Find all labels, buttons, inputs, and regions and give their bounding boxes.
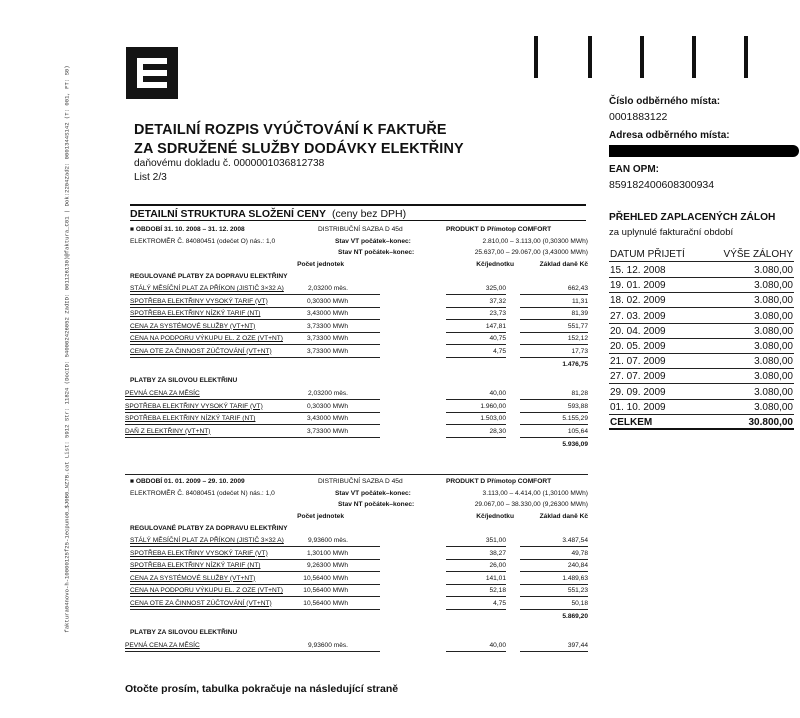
col-tax-base: Základ daně Kč xyxy=(539,261,588,268)
advance-date: 20. 05. 2009 xyxy=(610,341,666,352)
advance-row xyxy=(609,309,794,324)
item-name: PEVNÁ CENA ZA MĚSÍC xyxy=(125,642,200,649)
company-logo xyxy=(126,47,178,99)
qty-rule xyxy=(300,424,380,425)
name-rule xyxy=(130,307,305,308)
base-rule xyxy=(520,584,588,585)
qty-rule xyxy=(300,307,380,308)
distribution-rate: DISTRIBUČNÍ SAZBA D 45d xyxy=(318,226,403,233)
item-qty: 1,30100 MWh xyxy=(306,549,348,557)
advance-amount: 3.080,00 xyxy=(754,325,793,337)
item-unit-price: 351,00 xyxy=(485,537,506,544)
base-rule xyxy=(520,437,588,438)
nt-state-value: 29.067,00 – 38.330,00 (9,26300 MWh) xyxy=(474,501,588,508)
advances-header xyxy=(609,248,794,262)
base-rule xyxy=(520,319,588,320)
advance-date: 19. 01. 2009 xyxy=(610,280,666,292)
item-name: DAŇ Z ELEKTŘINY (VT+NT) xyxy=(125,427,211,435)
item-unit-price: 23,73 xyxy=(489,310,506,317)
document-title: DETAILNÍ ROZPIS VYÚČTOVÁNÍ K FAKTUŘE xyxy=(134,122,447,138)
col-units: Počet jednotek xyxy=(297,513,344,520)
col-unit-price: Kč/jednotku xyxy=(476,513,514,520)
unit-rule xyxy=(446,412,506,413)
name-rule xyxy=(130,344,305,345)
advance-amount: 3.080,00 xyxy=(754,356,793,368)
item-unit-price: 1.503,00 xyxy=(480,415,506,422)
vt-state-value: 2.810,00 – 3.113,00 (0,30300 MWh) xyxy=(482,238,588,245)
item-qty: 3,43000 MWh xyxy=(306,415,348,422)
base-rule xyxy=(520,596,588,597)
col-date: DATUM PŘIJETÍ xyxy=(610,249,685,260)
distribution-rate: DISTRIBUČNÍ SAZBA D 45d xyxy=(318,478,403,485)
base-rule xyxy=(520,399,588,400)
item-name: STÁLÝ MĚSÍČNÍ PLAT ZA PŘÍKON (JISTIČ 3×32 A) xyxy=(130,285,284,292)
name-rule xyxy=(130,332,305,333)
footer-note: Otočte prosím, tabulka pokračuje na následující straně xyxy=(125,683,399,695)
qty-rule xyxy=(300,399,380,400)
regulated-title: REGULOVANÉ PLATBY ZA DOPRAVU ELEKTŘINY xyxy=(130,525,288,532)
barcode-marks xyxy=(534,36,749,78)
base-rule xyxy=(520,357,588,358)
item-tax-base: 11,31 xyxy=(571,297,588,305)
item-qty: 2,03200 měs. xyxy=(308,285,348,292)
qty-rule xyxy=(300,609,380,610)
base-rule xyxy=(520,332,588,333)
name-rule xyxy=(130,357,305,358)
item-unit-price: 28,30 xyxy=(489,427,506,435)
advance-row xyxy=(609,293,794,308)
item-tax-base: 81,28 xyxy=(571,390,588,397)
item-qty: 3,73300 MWh xyxy=(306,322,348,330)
place-number-label: Číslo odběrného místa: xyxy=(609,96,721,107)
item-name: CENA NA PODPORU VÝKUPU EL. Z OZE (VT+NT) xyxy=(130,587,283,594)
advance-amount: 3.080,00 xyxy=(754,386,793,398)
item-name: CENA ZA SYSTÉMOVÉ SLUŽBY (VT+NT) xyxy=(130,574,256,582)
base-rule xyxy=(520,344,588,345)
base-rule xyxy=(520,424,588,425)
qty-rule xyxy=(300,357,380,358)
period-label: ■ OBDOBÍ 31. 10. 2008 – 31. 12. 2008 xyxy=(130,226,245,233)
item-unit-price: 4,75 xyxy=(493,347,506,355)
qty-rule xyxy=(300,437,380,438)
period-label: ■ OBDOBÍ 01. 01. 2009 – 29. 10. 2009 xyxy=(130,478,245,485)
advance-row xyxy=(609,324,794,339)
document-title-2: ZA SDRUŽENÉ SLUŽBY DODÁVKY ELEKTŘINY xyxy=(134,141,464,157)
unit-rule xyxy=(446,596,506,597)
qty-rule xyxy=(300,571,380,572)
advances-title: PŘEHLED ZAPLACENÝCH ZÁLOH xyxy=(609,212,776,223)
unit-rule xyxy=(446,651,506,652)
item-tax-base: 17,73 xyxy=(571,347,588,355)
item-qty: 9,93600 měs. xyxy=(308,642,348,649)
ean-label: EAN OPM: xyxy=(609,164,659,175)
item-unit-price: 40,75 xyxy=(489,335,506,342)
unit-rule xyxy=(446,424,506,425)
power-title: PLATBY ZA SILOVOU ELEKTŘINU xyxy=(130,377,238,384)
advance-date: 27. 07. 2009 xyxy=(610,371,666,383)
advances-subtitle: za uplynulé fakturační období xyxy=(609,227,734,238)
advance-date: 20. 04. 2009 xyxy=(610,325,666,337)
advance-row xyxy=(609,278,794,293)
name-rule xyxy=(130,571,305,572)
item-unit-price: 38,27 xyxy=(489,549,506,557)
qty-rule xyxy=(300,332,380,333)
item-qty: 3,73300 MWh xyxy=(306,347,348,355)
advance-date: 27. 03. 2009 xyxy=(610,310,666,322)
item-qty: 0,30300 MWh xyxy=(306,297,348,305)
regulated-total: 1.476,75 xyxy=(562,361,588,368)
base-rule xyxy=(520,609,588,610)
col-tax-base: Základ daně Kč xyxy=(539,513,588,520)
advances-total-row xyxy=(609,415,794,430)
item-tax-base: 662,43 xyxy=(567,285,588,292)
item-qty: 3,73300 MWh xyxy=(306,427,348,435)
meter-info: ELEKTROMĚR Č. 84080451 (odečet N) nás.: 1,0 xyxy=(130,490,275,497)
item-name: SPOTŘEBA ELEKTŘINY VYSOKÝ TARIF (VT) xyxy=(130,297,268,305)
item-name: SPOTŘEBA ELEKTŘINY VYSOKÝ TARIF (VT) xyxy=(130,549,268,557)
regulated-title: REGULOVANÉ PLATBY ZA DOPRAVU ELEKTŘINY xyxy=(130,273,288,280)
item-qty: 3,73300 MWh xyxy=(306,335,348,342)
advances-total-label: CELKEM xyxy=(610,417,653,428)
name-rule xyxy=(130,559,305,560)
item-unit-price: 52,18 xyxy=(489,587,506,594)
vt-state-label: Stav VT počátek–konec: xyxy=(335,238,411,245)
name-rule xyxy=(130,609,305,610)
meter-info: ELEKTROMĚR Č. 84080451 (odečet O) nás.: 1,0 xyxy=(130,238,276,245)
qty-rule xyxy=(300,584,380,585)
item-qty: 0,30300 MWh xyxy=(306,402,348,410)
item-tax-base: 397,44 xyxy=(567,642,588,649)
page-number: List 2/3 xyxy=(134,172,167,183)
qty-rule xyxy=(300,412,380,413)
base-rule xyxy=(520,546,588,547)
advance-row xyxy=(609,385,794,400)
qty-rule xyxy=(300,559,380,560)
redacted-address xyxy=(609,145,799,157)
item-qty: 10,56400 MWh xyxy=(303,574,348,582)
item-unit-price: 325,00 xyxy=(485,285,506,292)
item-tax-base: 105,64 xyxy=(567,427,588,435)
qty-rule xyxy=(300,294,380,295)
name-rule xyxy=(125,399,300,400)
nt-state-label: Stav NT počátek–konec: xyxy=(338,501,415,508)
name-rule xyxy=(130,584,305,585)
name-rule xyxy=(130,596,305,597)
item-tax-base: 81,39 xyxy=(571,310,588,317)
item-unit-price: 4,75 xyxy=(493,599,506,607)
unit-rule xyxy=(446,609,506,610)
vt-state-label: Stav VT počátek–konec: xyxy=(335,490,411,497)
advance-row xyxy=(609,369,794,384)
name-rule xyxy=(125,424,300,425)
item-qty: 10,56400 MWh xyxy=(303,587,348,594)
advance-amount: 3.080,00 xyxy=(754,310,793,322)
col-units: Počet jednotek xyxy=(297,261,344,268)
base-rule xyxy=(520,307,588,308)
advance-row xyxy=(609,339,794,354)
item-name: CENA NA PODPORU VÝKUPU EL. Z OZE (VT+NT) xyxy=(130,335,283,342)
unit-rule xyxy=(446,357,506,358)
product-name: PRODUKT D Přímotop COMFORT xyxy=(446,478,552,485)
unit-rule xyxy=(446,399,506,400)
period-separator xyxy=(125,474,588,475)
item-unit-price: 1.960,00 xyxy=(480,402,506,410)
advance-amount: 3.080,00 xyxy=(754,341,793,352)
base-rule xyxy=(520,294,588,295)
item-tax-base: 551,23 xyxy=(567,587,588,594)
item-name: CENA OTE ZA ČINNOST ZÚČTOVÁNÍ (VT+NT) xyxy=(130,599,272,607)
item-tax-base: 3.487,54 xyxy=(562,537,588,544)
advance-date: 18. 02. 2009 xyxy=(610,295,666,307)
place-address-label: Adresa odběrného místa: xyxy=(609,130,730,141)
base-rule xyxy=(520,651,588,652)
name-rule xyxy=(130,294,305,295)
qty-rule xyxy=(300,344,380,345)
advance-amount: 3.080,00 xyxy=(754,401,793,413)
item-name: STÁLÝ MĚSÍČNÍ PLAT ZA PŘÍKON (JISTIČ 3×32 A) xyxy=(130,537,284,544)
item-unit-price: 147,81 xyxy=(485,322,506,330)
item-qty: 9,93600 měs. xyxy=(308,537,348,544)
name-rule xyxy=(130,546,305,547)
item-tax-base: 593,88 xyxy=(567,402,588,410)
item-tax-base: 152,12 xyxy=(567,335,588,342)
item-unit-price: 40,00 xyxy=(489,390,506,397)
regulated-total: 5.869,20 xyxy=(562,613,588,620)
unit-rule xyxy=(446,546,506,547)
unit-rule xyxy=(446,571,506,572)
nt-state-label: Stav NT počátek–konec: xyxy=(338,249,415,256)
item-name: CENA OTE ZA ČINNOST ZÚČTOVÁNÍ (VT+NT) xyxy=(130,347,272,355)
advance-row xyxy=(609,400,794,415)
item-qty: 3,43000 MWh xyxy=(306,310,348,317)
advance-amount: 3.080,00 xyxy=(754,295,793,307)
name-rule xyxy=(130,319,305,320)
item-unit-price: 26,00 xyxy=(489,562,506,569)
advance-row xyxy=(609,263,794,278)
item-tax-base: 50,18 xyxy=(571,599,588,607)
advance-amount: 3.080,00 xyxy=(754,280,793,292)
unit-rule xyxy=(446,584,506,585)
item-unit-price: 37,32 xyxy=(489,297,506,305)
section-title: DETAILNÍ STRUKTURA SLOŽENÍ CENY xyxy=(130,208,326,220)
advance-amount: 3.080,00 xyxy=(754,371,793,383)
base-rule xyxy=(520,559,588,560)
name-rule xyxy=(125,412,300,413)
qty-rule xyxy=(300,651,380,652)
name-rule xyxy=(125,437,300,438)
unit-rule xyxy=(446,332,506,333)
base-rule xyxy=(520,412,588,413)
section-note: (ceny bez DPH) xyxy=(332,208,407,220)
name-rule xyxy=(125,651,300,652)
item-tax-base: 551,77 xyxy=(567,322,588,330)
vt-state-value: 3.113,00 – 4.414,00 (1,30100 MWh) xyxy=(482,490,588,497)
qty-rule xyxy=(300,596,380,597)
advance-date: 29. 09. 2009 xyxy=(610,386,666,398)
item-tax-base: 49,78 xyxy=(571,549,588,557)
advance-amount: 3.080,00 xyxy=(754,265,793,276)
item-tax-base: 240,84 xyxy=(567,562,588,569)
item-qty: 2,03200 měs. xyxy=(308,390,348,397)
power-total: 5.936,09 xyxy=(562,441,588,448)
item-unit-price: 40,00 xyxy=(489,642,506,649)
unit-rule xyxy=(446,307,506,308)
unit-rule xyxy=(446,344,506,345)
side-document-code: faktura04novo-h-10000125f25-1ecpuno0_$J0B0_NZ7B.cat List: 5912 Str: 11824 (DocID: 540002426052 ZadID: 001126130)@faktura_C01 | Dok:2204Zad2: 0001344S142 (T: 001, FT: S0) xyxy=(63,65,71,633)
item-name: PEVNÁ CENA ZA MĚSÍC xyxy=(125,390,200,397)
item-name: SPOTŘEBA ELEKTŘINY NÍZKÝ TARIF (NT) xyxy=(125,415,256,422)
qty-rule xyxy=(300,319,380,320)
unit-rule xyxy=(446,294,506,295)
nt-state-value: 25.637,00 – 29.067,00 (3,43000 MWh) xyxy=(474,249,588,256)
advance-date: 01. 10. 2009 xyxy=(610,401,666,413)
advance-date: 21. 07. 2009 xyxy=(610,356,666,368)
item-name: SPOTŘEBA ELEKTŘINY VYSOKÝ TARIF (VT) xyxy=(125,402,263,410)
place-number: 0001883122 xyxy=(609,111,668,123)
item-tax-base: 1.489,63 xyxy=(562,574,588,582)
item-name: SPOTŘEBA ELEKTŘINY NÍZKÝ TARIF (NT) xyxy=(130,310,261,317)
item-tax-base: 5.155,29 xyxy=(562,415,588,422)
document-number: daňovému dokladu č. 0000001036812738 xyxy=(134,158,325,169)
advance-date: 15. 12. 2008 xyxy=(610,265,666,276)
item-unit-price: 141,01 xyxy=(485,574,506,582)
advances-total-amount: 30.800,00 xyxy=(748,417,793,428)
power-title: PLATBY ZA SILOVOU ELEKTŘINU xyxy=(130,629,238,636)
item-qty: 10,56400 MWh xyxy=(303,599,348,607)
col-amount: VÝŠE ZÁLOHY xyxy=(723,249,793,260)
item-name: SPOTŘEBA ELEKTŘINY NÍZKÝ TARIF (NT) xyxy=(130,562,261,569)
qty-rule xyxy=(300,546,380,547)
section-header xyxy=(130,204,586,221)
item-qty: 9,26300 MWh xyxy=(306,562,348,569)
ean-number: 859182400608300934 xyxy=(609,179,715,191)
unit-rule xyxy=(446,559,506,560)
item-name: CENA ZA SYSTÉMOVÉ SLUŽBY (VT+NT) xyxy=(130,322,256,330)
col-unit-price: Kč/jednotku xyxy=(476,261,514,268)
product-name: PRODUKT D Přímotop COMFORT xyxy=(446,226,552,233)
unit-rule xyxy=(446,437,506,438)
unit-rule xyxy=(446,319,506,320)
base-rule xyxy=(520,571,588,572)
advance-row xyxy=(609,354,794,369)
